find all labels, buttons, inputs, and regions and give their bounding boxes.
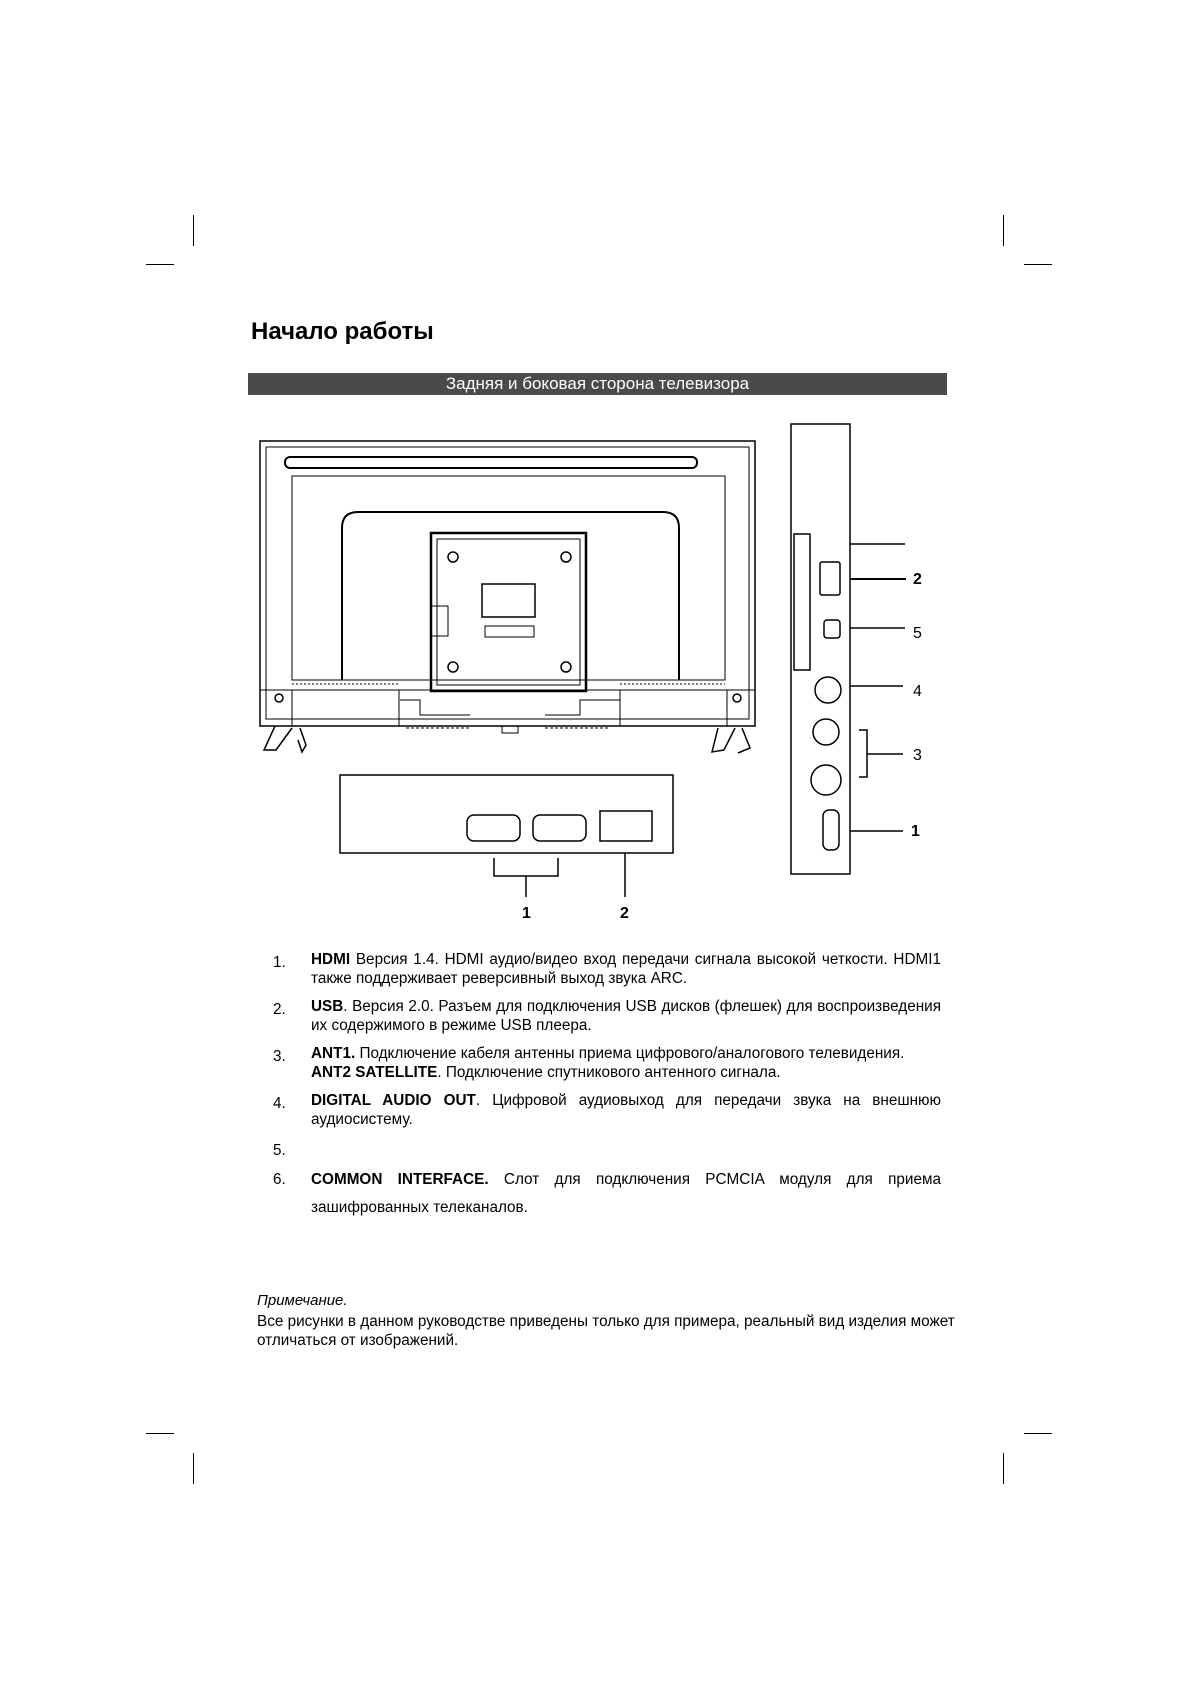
side-callout-1: 1 [911,823,920,840]
list-item: 3. ANT1. Подключение кабеля антенны приема цифрового/аналогового телевидения. ANT2 SATELLITE. Подключение спутникового антенного сигнала. [273,1045,905,1081]
crop-mark [1003,215,1004,246]
bottom-ports-panel [340,775,673,897]
list-item: 2. USB. Версия 2.0. Разъем для подключения USB дисков (флешек) для воспроизведения их содержимого в режиме USB плеера. [273,998,941,1034]
connector-list [273,950,941,1231]
list-item: 6. COMMON INTERFACE. Слот для подключения PCMCIA модуля для приема зашифрованных телеканалов. [273,1171,941,1216]
crop-mark [146,264,174,265]
note-text: Все рисунки в данном руководстве приведены только для примера, реальный вид изделия может отличаться от изображений. [257,1313,955,1349]
crop-mark [1003,1453,1004,1484]
side-callout-2: 2 [913,571,922,588]
crop-mark [193,1453,194,1484]
page-title: Начало работы [251,318,434,345]
side-ports-panel [791,424,906,874]
section-heading-bar: Задняя и боковая сторона телевизора [248,373,947,395]
crop-mark [146,1433,174,1434]
crop-mark [1024,264,1052,265]
list-item: 4. DIGITAL AUDIO OUT. Цифровой аудиовыход для передачи звука на внешнюю аудиосистему. [273,1092,942,1128]
tv-rear-illustration [260,441,755,753]
tv-connections-diagram [0,400,1190,940]
note-title: Примечание. [257,1292,348,1309]
side-callout-4: 4 [913,683,922,700]
side-callout-3: 3 [913,747,922,764]
side-callout-5: 5 [913,625,922,642]
list-item: 1. HDMI Версия 1.4. HDMI аудио/видео вход передачи сигнала высокой четкости. HDMI1 также поддерживает реверсивный выход звука ARC. [273,951,941,987]
crop-mark [1024,1433,1052,1434]
list-item: 5. [273,1142,286,1159]
bottom-callout-2: 2 [620,905,629,922]
crop-mark [193,215,194,246]
bottom-callout-1: 1 [522,905,531,922]
